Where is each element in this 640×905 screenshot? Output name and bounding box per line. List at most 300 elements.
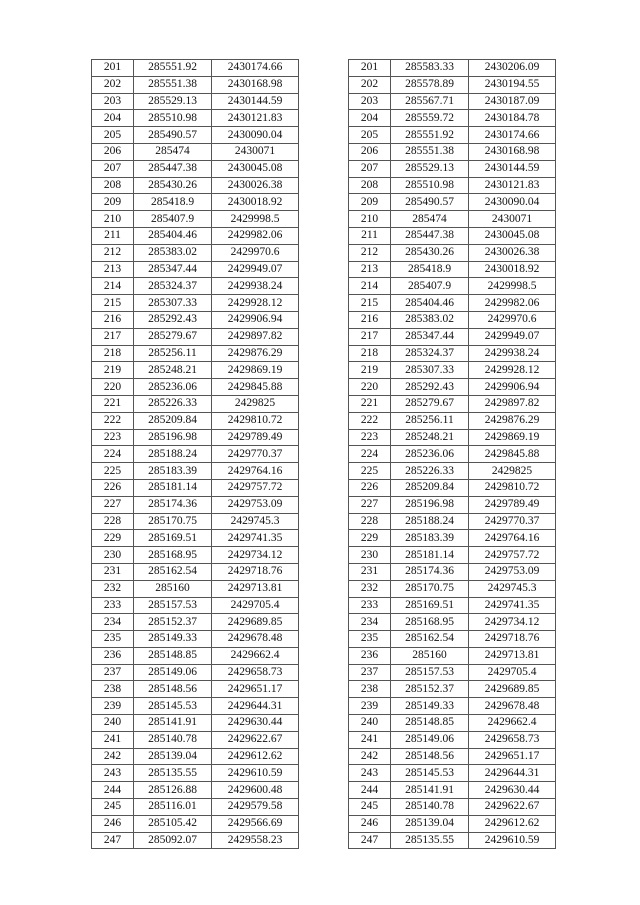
y-coordinate-cell: 2429651.17: [469, 748, 556, 765]
point-number-cell: 216: [92, 311, 134, 328]
x-coordinate-cell: 285418.9: [134, 194, 212, 211]
x-coordinate-cell: 285162.54: [134, 563, 212, 580]
x-coordinate-cell: 285135.55: [134, 765, 212, 782]
y-coordinate-cell: 2429810.72: [469, 479, 556, 496]
point-number-cell: 215: [349, 295, 391, 312]
point-number-cell: 247: [92, 832, 134, 849]
table-row: [92, 530, 299, 547]
table-row: [349, 748, 556, 765]
table-row: [92, 479, 299, 496]
x-coordinate-cell: 285583.33: [391, 60, 469, 77]
y-coordinate-cell: 2430045.08: [212, 160, 299, 177]
y-coordinate-cell: 2429906.94: [469, 379, 556, 396]
y-coordinate-cell: 2429789.49: [212, 429, 299, 446]
x-coordinate-cell: 285174.36: [391, 563, 469, 580]
point-number-cell: 213: [92, 261, 134, 278]
y-coordinate-cell: 2429705.4: [469, 664, 556, 681]
table-row: [92, 580, 299, 597]
x-coordinate-cell: 285162.54: [391, 631, 469, 648]
y-coordinate-cell: 2429644.31: [469, 765, 556, 782]
table-row: [92, 647, 299, 664]
point-number-cell: 221: [92, 395, 134, 412]
y-coordinate-cell: 2429678.48: [212, 631, 299, 648]
point-number-cell: 211: [92, 227, 134, 244]
x-coordinate-cell: 285447.38: [391, 227, 469, 244]
x-coordinate-cell: 285181.14: [391, 547, 469, 564]
x-coordinate-cell: 285307.33: [134, 295, 212, 312]
y-coordinate-cell: 2430206.09: [469, 60, 556, 77]
y-coordinate-cell: 2429689.85: [469, 681, 556, 698]
y-coordinate-cell: 2429644.31: [212, 698, 299, 715]
point-number-cell: 209: [92, 194, 134, 211]
table-row: [349, 362, 556, 379]
table-row: [349, 295, 556, 312]
point-number-cell: 209: [349, 194, 391, 211]
point-number-cell: 210: [349, 211, 391, 228]
point-number-cell: 218: [349, 345, 391, 362]
y-coordinate-cell: 2430187.09: [469, 93, 556, 110]
y-coordinate-cell: 2429764.16: [469, 530, 556, 547]
table-row: [349, 765, 556, 782]
y-coordinate-cell: 2429938.24: [212, 278, 299, 295]
y-coordinate-cell: 2429825: [469, 463, 556, 480]
point-number-cell: 233: [92, 597, 134, 614]
table-row: [92, 60, 299, 77]
x-coordinate-cell: 285490.57: [391, 194, 469, 211]
y-coordinate-cell: 2429689.85: [212, 614, 299, 631]
y-coordinate-cell: 2429938.24: [469, 345, 556, 362]
y-coordinate-cell: 2429612.62: [469, 815, 556, 832]
point-number-cell: 220: [349, 379, 391, 396]
x-coordinate-cell: 285092.07: [134, 832, 212, 849]
point-number-cell: 210: [92, 211, 134, 228]
point-number-cell: 238: [92, 681, 134, 698]
point-number-cell: 224: [349, 446, 391, 463]
point-number-cell: 247: [349, 832, 391, 849]
point-number-cell: 243: [349, 765, 391, 782]
table-row: [349, 664, 556, 681]
y-coordinate-cell: 2430194.55: [469, 76, 556, 93]
point-number-cell: 220: [92, 379, 134, 396]
x-coordinate-cell: 285474: [391, 211, 469, 228]
table-row: [92, 681, 299, 698]
point-number-cell: 235: [92, 631, 134, 648]
x-coordinate-cell: 285430.26: [134, 177, 212, 194]
table-row: [349, 76, 556, 93]
x-coordinate-cell: 285324.37: [134, 278, 212, 295]
point-number-cell: 240: [349, 715, 391, 732]
x-coordinate-cell: 285141.91: [391, 782, 469, 799]
y-coordinate-cell: 2429658.73: [212, 664, 299, 681]
table-row: [92, 211, 299, 228]
x-coordinate-cell: 285551.38: [134, 76, 212, 93]
y-coordinate-cell: 2429630.44: [212, 715, 299, 732]
y-coordinate-cell: 2429579.58: [212, 799, 299, 816]
point-number-cell: 216: [349, 311, 391, 328]
table-row: [92, 412, 299, 429]
x-coordinate-cell: 285168.95: [391, 614, 469, 631]
table-row: [349, 177, 556, 194]
x-coordinate-cell: 285160: [134, 580, 212, 597]
y-coordinate-cell: 2429662.4: [212, 647, 299, 664]
y-coordinate-cell: 2429998.5: [212, 211, 299, 228]
table-row: [92, 362, 299, 379]
point-number-cell: 207: [349, 160, 391, 177]
table-row: [92, 177, 299, 194]
y-coordinate-cell: 2429713.81: [469, 647, 556, 664]
table-row: [92, 261, 299, 278]
y-coordinate-cell: 2430174.66: [469, 127, 556, 144]
x-coordinate-cell: 285529.13: [134, 93, 212, 110]
x-coordinate-cell: 285152.37: [134, 614, 212, 631]
y-coordinate-cell: 2429928.12: [469, 362, 556, 379]
y-coordinate-cell: 2429845.88: [469, 446, 556, 463]
y-coordinate-cell: 2430071: [212, 143, 299, 160]
table-row: [92, 731, 299, 748]
point-number-cell: 231: [349, 563, 391, 580]
table-row: [349, 261, 556, 278]
point-number-cell: 235: [349, 631, 391, 648]
table-row: [349, 513, 556, 530]
table-row: [92, 311, 299, 328]
table-row: [92, 782, 299, 799]
table-row: [92, 278, 299, 295]
x-coordinate-cell: 285418.9: [391, 261, 469, 278]
table-row: [349, 379, 556, 396]
point-number-cell: 234: [349, 614, 391, 631]
point-number-cell: 203: [349, 93, 391, 110]
table-row: [92, 698, 299, 715]
table-row: [349, 244, 556, 261]
point-number-cell: 242: [349, 748, 391, 765]
table-row: [349, 631, 556, 648]
y-coordinate-cell: 2429745.3: [469, 580, 556, 597]
table-body: [92, 60, 299, 849]
y-coordinate-cell: 2430090.04: [469, 194, 556, 211]
point-number-cell: 204: [92, 110, 134, 127]
table-row: [92, 631, 299, 648]
y-coordinate-cell: 2429869.19: [212, 362, 299, 379]
y-coordinate-cell: 2430045.08: [469, 227, 556, 244]
table-row: [92, 110, 299, 127]
y-coordinate-cell: 2429757.72: [212, 479, 299, 496]
y-coordinate-cell: 2429876.29: [469, 412, 556, 429]
point-number-cell: 236: [92, 647, 134, 664]
y-coordinate-cell: 2429662.4: [469, 715, 556, 732]
x-coordinate-cell: 285148.85: [134, 647, 212, 664]
table-row: [92, 715, 299, 732]
x-coordinate-cell: 285160: [391, 647, 469, 664]
point-number-cell: 245: [349, 799, 391, 816]
y-coordinate-cell: 2429718.76: [212, 563, 299, 580]
table-row: [349, 446, 556, 463]
table-row: [92, 93, 299, 110]
x-coordinate-cell: 285183.39: [134, 463, 212, 480]
table-row: [92, 463, 299, 480]
point-number-cell: 212: [349, 244, 391, 261]
y-coordinate-cell: 2429622.67: [212, 731, 299, 748]
table-row: [92, 127, 299, 144]
table-row: [349, 227, 556, 244]
y-coordinate-cell: 2429718.76: [469, 631, 556, 648]
table-row: [92, 815, 299, 832]
point-number-cell: 244: [349, 782, 391, 799]
x-coordinate-cell: 285551.38: [391, 143, 469, 160]
y-coordinate-cell: 2430026.38: [212, 177, 299, 194]
x-coordinate-cell: 285170.75: [134, 513, 212, 530]
y-coordinate-cell: 2429897.82: [469, 395, 556, 412]
point-number-cell: 229: [92, 530, 134, 547]
y-coordinate-cell: 2429970.6: [212, 244, 299, 261]
point-number-cell: 203: [92, 93, 134, 110]
table-row: [92, 227, 299, 244]
table-row: [92, 496, 299, 513]
x-coordinate-cell: 285551.92: [391, 127, 469, 144]
x-coordinate-cell: 285139.04: [134, 748, 212, 765]
table-row: [92, 597, 299, 614]
table-row: [349, 799, 556, 816]
point-number-cell: 238: [349, 681, 391, 698]
table-row: [349, 412, 556, 429]
table-row: [349, 530, 556, 547]
x-coordinate-cell: 285149.06: [134, 664, 212, 681]
point-number-cell: 223: [92, 429, 134, 446]
x-coordinate-cell: 285226.33: [391, 463, 469, 480]
point-number-cell: 219: [92, 362, 134, 379]
point-number-cell: 219: [349, 362, 391, 379]
x-coordinate-cell: 285149.33: [134, 631, 212, 648]
x-coordinate-cell: 285490.57: [134, 127, 212, 144]
y-coordinate-cell: 2430026.38: [469, 244, 556, 261]
point-number-cell: 239: [349, 698, 391, 715]
x-coordinate-cell: 285168.95: [134, 547, 212, 564]
x-coordinate-cell: 285209.84: [391, 479, 469, 496]
table-row: [92, 379, 299, 396]
table-row: [92, 194, 299, 211]
point-number-cell: 241: [92, 731, 134, 748]
x-coordinate-cell: 285148.85: [391, 715, 469, 732]
y-coordinate-cell: 2429651.17: [212, 681, 299, 698]
x-coordinate-cell: 285183.39: [391, 530, 469, 547]
table-row: [92, 429, 299, 446]
point-number-cell: 231: [92, 563, 134, 580]
y-coordinate-cell: 2429982.06: [469, 295, 556, 312]
point-number-cell: 242: [92, 748, 134, 765]
x-coordinate-cell: 285559.72: [391, 110, 469, 127]
table-row: [349, 782, 556, 799]
x-coordinate-cell: 285188.24: [134, 446, 212, 463]
y-coordinate-cell: 2429770.37: [212, 446, 299, 463]
x-coordinate-cell: 285157.53: [134, 597, 212, 614]
point-number-cell: 215: [92, 295, 134, 312]
x-coordinate-cell: 285169.51: [391, 597, 469, 614]
table-row: [349, 681, 556, 698]
table-row: [349, 194, 556, 211]
y-coordinate-cell: 2430144.59: [469, 160, 556, 177]
x-coordinate-cell: 285145.53: [391, 765, 469, 782]
point-number-cell: 208: [92, 177, 134, 194]
x-coordinate-cell: 285196.98: [134, 429, 212, 446]
x-coordinate-cell: 285169.51: [134, 530, 212, 547]
table-row: [349, 127, 556, 144]
x-coordinate-cell: 285279.67: [134, 328, 212, 345]
point-number-cell: 227: [92, 496, 134, 513]
x-coordinate-cell: 285256.11: [391, 412, 469, 429]
y-coordinate-cell: 2429678.48: [469, 698, 556, 715]
x-coordinate-cell: 285149.06: [391, 731, 469, 748]
y-coordinate-cell: 2429998.5: [469, 278, 556, 295]
y-coordinate-cell: 2429610.59: [469, 832, 556, 849]
y-coordinate-cell: 2429734.12: [212, 547, 299, 564]
x-coordinate-cell: 285404.46: [391, 295, 469, 312]
y-coordinate-cell: 2430018.92: [212, 194, 299, 211]
point-number-cell: 233: [349, 597, 391, 614]
x-coordinate-cell: 285248.21: [391, 429, 469, 446]
table-row: [349, 60, 556, 77]
x-coordinate-cell: 285145.53: [134, 698, 212, 715]
x-coordinate-cell: 285141.91: [134, 715, 212, 732]
x-coordinate-cell: 285148.56: [391, 748, 469, 765]
table-row: [349, 815, 556, 832]
table-row: [349, 698, 556, 715]
table-row: [92, 143, 299, 160]
point-number-cell: 201: [92, 60, 134, 77]
x-coordinate-cell: 285383.02: [134, 244, 212, 261]
y-coordinate-cell: 2429600.48: [212, 782, 299, 799]
y-coordinate-cell: 2429610.59: [212, 765, 299, 782]
y-coordinate-cell: 2429753.09: [469, 563, 556, 580]
point-number-cell: 211: [349, 227, 391, 244]
point-number-cell: 218: [92, 345, 134, 362]
y-coordinate-cell: 2430121.83: [212, 110, 299, 127]
y-coordinate-cell: 2430168.98: [469, 143, 556, 160]
x-coordinate-cell: 285279.67: [391, 395, 469, 412]
table-row: [349, 597, 556, 614]
x-coordinate-cell: 285196.98: [391, 496, 469, 513]
table-row: [349, 647, 556, 664]
y-coordinate-cell: 2429757.72: [469, 547, 556, 564]
table-row: [92, 799, 299, 816]
y-coordinate-cell: 2429906.94: [212, 311, 299, 328]
table-row: [349, 110, 556, 127]
x-coordinate-cell: 285105.42: [134, 815, 212, 832]
point-number-cell: 224: [92, 446, 134, 463]
y-coordinate-cell: 2429745.3: [212, 513, 299, 530]
point-number-cell: 236: [349, 647, 391, 664]
table-row: [349, 429, 556, 446]
x-coordinate-cell: 285181.14: [134, 479, 212, 496]
table-row: [349, 479, 556, 496]
point-number-cell: 232: [92, 580, 134, 597]
x-coordinate-cell: 285578.89: [391, 76, 469, 93]
x-coordinate-cell: 285126.88: [134, 782, 212, 799]
y-coordinate-cell: 2429741.35: [469, 597, 556, 614]
x-coordinate-cell: 285407.9: [391, 278, 469, 295]
y-coordinate-cell: 2429876.29: [212, 345, 299, 362]
y-coordinate-cell: 2429558.23: [212, 832, 299, 849]
point-number-cell: 229: [349, 530, 391, 547]
y-coordinate-cell: 2430168.98: [212, 76, 299, 93]
coordinate-table-left: [91, 59, 299, 849]
table-row: [92, 328, 299, 345]
x-coordinate-cell: 285292.43: [391, 379, 469, 396]
table-row: [349, 715, 556, 732]
table-row: [92, 563, 299, 580]
table-row: [92, 832, 299, 849]
y-coordinate-cell: 2429949.07: [212, 261, 299, 278]
x-coordinate-cell: 285292.43: [134, 311, 212, 328]
point-number-cell: 207: [92, 160, 134, 177]
y-coordinate-cell: 2429658.73: [469, 731, 556, 748]
point-number-cell: 206: [92, 143, 134, 160]
x-coordinate-cell: 285148.56: [134, 681, 212, 698]
y-coordinate-cell: 2429897.82: [212, 328, 299, 345]
table-row: [349, 614, 556, 631]
table-row: [349, 547, 556, 564]
table-row: [349, 345, 556, 362]
point-number-cell: 241: [349, 731, 391, 748]
x-coordinate-cell: 285116.01: [134, 799, 212, 816]
table-row: [349, 160, 556, 177]
table-row: [349, 328, 556, 345]
x-coordinate-cell: 285140.78: [391, 799, 469, 816]
table-row: [92, 76, 299, 93]
x-coordinate-cell: 285170.75: [391, 580, 469, 597]
point-number-cell: 222: [349, 412, 391, 429]
point-number-cell: 227: [349, 496, 391, 513]
y-coordinate-cell: 2429622.67: [469, 799, 556, 816]
point-number-cell: 202: [92, 76, 134, 93]
coordinate-table-right: [348, 59, 556, 849]
table-row: [92, 295, 299, 312]
x-coordinate-cell: 285324.37: [391, 345, 469, 362]
x-coordinate-cell: 285510.98: [134, 110, 212, 127]
table-row: [349, 580, 556, 597]
point-number-cell: 239: [92, 698, 134, 715]
y-coordinate-cell: 2430144.59: [212, 93, 299, 110]
x-coordinate-cell: 285347.44: [391, 328, 469, 345]
point-number-cell: 204: [349, 110, 391, 127]
point-number-cell: 246: [92, 815, 134, 832]
x-coordinate-cell: 285474: [134, 143, 212, 160]
point-number-cell: 205: [92, 127, 134, 144]
x-coordinate-cell: 285140.78: [134, 731, 212, 748]
x-coordinate-cell: 285256.11: [134, 345, 212, 362]
table-row: [349, 731, 556, 748]
x-coordinate-cell: 285529.13: [391, 160, 469, 177]
y-coordinate-cell: 2429630.44: [469, 782, 556, 799]
x-coordinate-cell: 285149.33: [391, 698, 469, 715]
point-number-cell: 230: [92, 547, 134, 564]
table-row: [349, 93, 556, 110]
y-coordinate-cell: 2430184.78: [469, 110, 556, 127]
y-coordinate-cell: 2429982.06: [212, 227, 299, 244]
x-coordinate-cell: 285135.55: [391, 832, 469, 849]
point-number-cell: 217: [92, 328, 134, 345]
point-number-cell: 221: [349, 395, 391, 412]
point-number-cell: 228: [92, 513, 134, 530]
point-number-cell: 240: [92, 715, 134, 732]
point-number-cell: 213: [349, 261, 391, 278]
table-row: [349, 311, 556, 328]
y-coordinate-cell: 2429734.12: [469, 614, 556, 631]
point-number-cell: 230: [349, 547, 391, 564]
x-coordinate-cell: 285188.24: [391, 513, 469, 530]
y-coordinate-cell: 2429566.69: [212, 815, 299, 832]
y-coordinate-cell: 2430174.66: [212, 60, 299, 77]
point-number-cell: 232: [349, 580, 391, 597]
y-coordinate-cell: 2430090.04: [212, 127, 299, 144]
